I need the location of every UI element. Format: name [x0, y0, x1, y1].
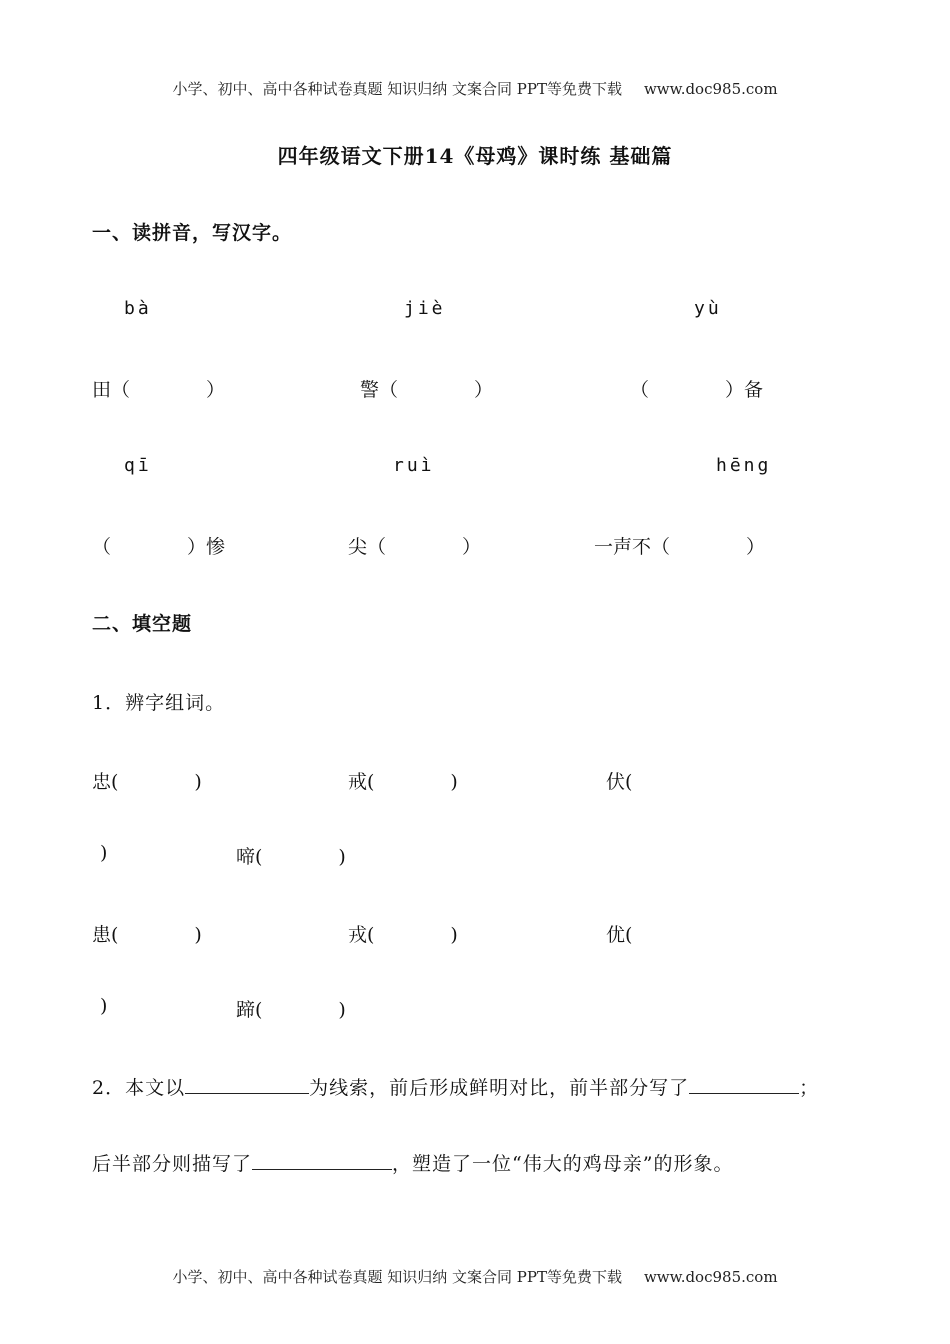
- answer-blank: [185, 1075, 309, 1094]
- pinyin-heng: hēng: [716, 455, 772, 476]
- pinyin-ba: bà: [124, 298, 152, 319]
- word-item: 患( ): [92, 924, 202, 946]
- page-footer: [0, 1266, 950, 1287]
- pinyin-rui: ruì: [393, 455, 435, 476]
- word-item: 伏(: [606, 771, 633, 793]
- pinyin-jie: jiè: [404, 298, 446, 319]
- answer-blank: [689, 1075, 799, 1094]
- question-2-line1: [92, 1073, 819, 1100]
- word-item: 戎( ): [348, 924, 458, 946]
- section1-heading: 一、读拼音，写汉字。: [92, 222, 293, 244]
- pinyin-yu: yù: [694, 298, 722, 319]
- section2-heading: 二、填空题: [92, 613, 193, 635]
- write-item: 一声不（ ）: [594, 536, 766, 558]
- footer-text: 小学、初中、高中各种试卷真题 知识归纳 文案合同 PPT等免费下载: [172, 1268, 622, 1286]
- q2-text: 后半部分则描写了: [92, 1153, 253, 1175]
- write-item: 警（ ）: [360, 379, 494, 401]
- word-item: 优(: [606, 924, 633, 946]
- question-2-line2: [92, 1149, 733, 1176]
- write-item: 尖（ ）: [348, 536, 482, 558]
- write-item: （ ）备: [630, 379, 764, 401]
- footer-url: www.doc985.com: [643, 1268, 778, 1286]
- word-item: ): [100, 842, 108, 864]
- word-item: 蹄( ): [236, 999, 346, 1021]
- question-1-label: 1．辨字组词。: [92, 692, 226, 714]
- q2-text: ；: [799, 1077, 820, 1099]
- word-item: ): [100, 995, 108, 1017]
- word-item: 戒( ): [348, 771, 458, 793]
- q2-text: 为线索，前后形成鲜明对比，前半部分写了: [309, 1077, 690, 1099]
- pinyin-qi: qī: [124, 455, 152, 476]
- header-url: www.doc985.com: [643, 80, 778, 98]
- write-item: （ ）惨: [92, 536, 226, 558]
- answer-blank: [252, 1151, 392, 1170]
- write-item: 田（ ）: [92, 379, 226, 401]
- word-item: 忠( ): [92, 771, 202, 793]
- page-title: 四年级语文下册14《母鸡》课时练 基础篇: [277, 144, 673, 168]
- q2-text: 2．本文以: [92, 1077, 186, 1099]
- word-item: 啼( ): [236, 846, 346, 868]
- q2-text: ，塑造了一位“伟大的鸡母亲”的形象。: [392, 1153, 734, 1175]
- header-text: 小学、初中、高中各种试卷真题 知识归纳 文案合同 PPT等免费下载: [172, 80, 622, 98]
- page-header: [0, 78, 950, 99]
